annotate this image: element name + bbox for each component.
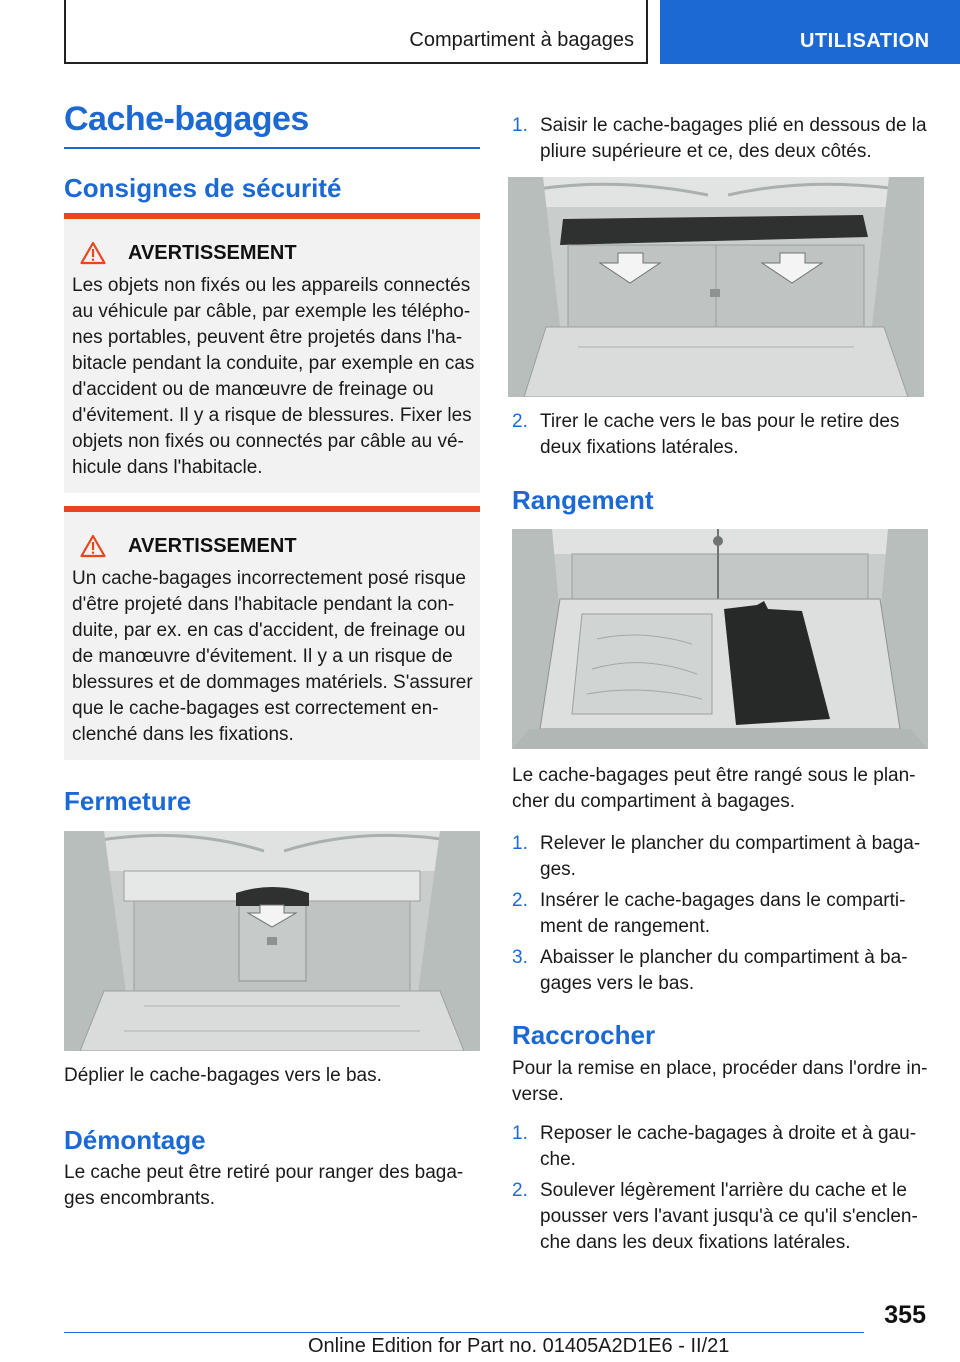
demontage-step-2 xyxy=(512,409,928,461)
page-title: Cache-bagages xyxy=(64,100,309,138)
step-number: 1. xyxy=(512,1123,528,1144)
text-line: objets non fixés ou connectés par câble au vé- xyxy=(72,431,464,452)
text-line: Reposer le cache-bagages à droite et à gau- xyxy=(540,1123,917,1144)
text-line: d'accident ou de manœuvre de freinage ou xyxy=(72,379,434,400)
text-line: au véhicule par câble, par exemple les télépho- xyxy=(72,301,471,322)
text-line: hicule dans l'habitacle. xyxy=(72,457,263,478)
raccrocher-step-2 xyxy=(512,1178,928,1256)
text-line: ges encombrants. xyxy=(64,1188,216,1209)
text-line: bitacle pendant la conduite, par exemple en cas xyxy=(72,353,475,374)
heading-rangement: Rangement xyxy=(512,485,654,515)
step-text xyxy=(540,1121,916,1173)
rangement-step-3 xyxy=(512,945,928,997)
warning-text xyxy=(72,566,476,748)
text-line: pousser vers l'avant jusqu'à ce qu'il s'enclen- xyxy=(540,1206,918,1227)
text-line: d'être projeté dans l'habitacle pendant la con- xyxy=(72,594,455,615)
text-line: verse. xyxy=(512,1084,564,1105)
rangement-step-2 xyxy=(512,888,928,940)
step-text xyxy=(540,409,899,461)
step-number: 2. xyxy=(512,1180,528,1201)
text-line: Abaisser le plancher du compartiment à ba- xyxy=(540,947,908,968)
step-number: 3. xyxy=(512,947,528,968)
text-line: Saisir le cache-bagages plié en dessous de la xyxy=(540,115,927,136)
text-line: duite, par ex. en cas d'accident, de freinage ou xyxy=(72,620,466,641)
rangement-step-1 xyxy=(512,831,928,883)
heading-demontage: Démontage xyxy=(64,1125,206,1155)
heading-fermeture: Fermeture xyxy=(64,786,192,816)
footer-edition: Online Edition for Part no. 01405A2D1E6 - II/21 xyxy=(308,1335,730,1357)
text-line: ges. xyxy=(540,859,576,880)
demontage-step-1 xyxy=(512,113,928,165)
step-number: 2. xyxy=(512,890,528,911)
warning-triangle-icon xyxy=(80,241,106,265)
raccrocher-step-1 xyxy=(512,1121,928,1173)
heading-raccrocher: Raccrocher xyxy=(512,1020,656,1050)
text-line: d'évitement. Il y a risque de blessures. Fixer les xyxy=(72,405,472,426)
text-line: Le cache-bagages peut être rangé sous le plan- xyxy=(512,765,916,786)
text-line: Soulever légèrement l'arrière du cache et le xyxy=(540,1180,907,1201)
header-chapter-title: UTILISATION xyxy=(800,30,930,52)
text-line: de manœuvre d'évitement. Il y a un risque de xyxy=(72,646,453,667)
text-line: che. xyxy=(540,1149,576,1170)
step-text xyxy=(540,831,920,883)
text-line: Insérer le cache-bagages dans le comparti- xyxy=(540,890,906,911)
text-line: pliure supérieure et ce, des deux côtés. xyxy=(540,141,872,162)
text-line: Tirer le cache vers le bas pour le retire des xyxy=(540,411,900,432)
text-line: ment de rangement. xyxy=(540,916,711,937)
demontage-intro xyxy=(64,1160,480,1212)
trunk-cover-closed-illustration xyxy=(64,831,480,1051)
trunk-cover-removal-illustration xyxy=(508,177,924,397)
step-text xyxy=(540,113,927,165)
text-line: clenché dans les fixations. xyxy=(72,724,294,745)
trunk-storage-illustration xyxy=(512,529,928,749)
warning-label: AVERTISSEMENT xyxy=(128,534,297,557)
header-chapter-tab[interactable] xyxy=(660,0,960,64)
rangement-intro xyxy=(512,763,928,815)
text-line: Les objets non fixés ou les appareils connectés xyxy=(72,275,471,296)
step-text xyxy=(540,1178,918,1256)
text-line: gages vers le bas. xyxy=(540,973,695,994)
text-line: nes portables, peuvent être projetés dans l'ha- xyxy=(72,327,463,348)
fermeture-text: Déplier le cache-bagages vers le bas. xyxy=(64,1065,382,1086)
step-number: 1. xyxy=(512,115,528,136)
warning-box-1 xyxy=(64,213,480,493)
step-text xyxy=(540,945,908,997)
step-number: 2. xyxy=(512,411,528,432)
text-line: Pour la remise en place, procéder dans l'ordre in- xyxy=(512,1058,928,1079)
page-number: 355 xyxy=(884,1301,926,1329)
header-section-box xyxy=(64,0,648,64)
raccrocher-intro xyxy=(512,1056,928,1108)
warning-header xyxy=(80,534,297,558)
step-text xyxy=(540,888,905,940)
text-line: Un cache-bagages incorrectement posé risque xyxy=(72,568,466,589)
text-line: che dans les deux fixations latérales. xyxy=(540,1232,851,1253)
text-line: Le cache peut être retiré pour ranger des baga- xyxy=(64,1162,464,1183)
warning-box-2 xyxy=(64,506,480,760)
warning-triangle-icon xyxy=(80,534,106,558)
text-line: blessures et de dommages matériels. S'assurer xyxy=(72,672,473,693)
title-divider xyxy=(64,147,480,149)
step-number: 1. xyxy=(512,833,528,854)
header-section-title: Compartiment à bagages xyxy=(409,29,634,51)
text-line: cher du compartiment à bagages. xyxy=(512,791,796,812)
warning-text xyxy=(72,273,476,481)
warning-label: AVERTISSEMENT xyxy=(128,241,297,264)
heading-safety: Consignes de sécurité xyxy=(64,173,342,203)
text-line: deux fixations latérales. xyxy=(540,437,739,458)
text-line: que le cache-bagages est correctement en- xyxy=(72,698,439,719)
text-line: Relever le plancher du compartiment à baga- xyxy=(540,833,921,854)
footer-divider xyxy=(64,1332,864,1333)
warning-header xyxy=(80,241,297,265)
